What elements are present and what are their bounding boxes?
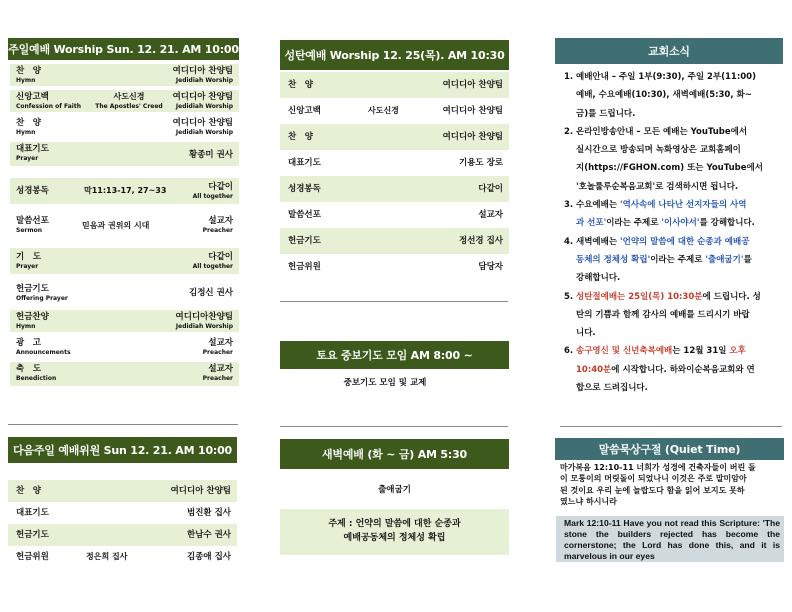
- next-sunday-list: [8, 480, 237, 572]
- order-row: 광 고 Announcements 설교자 Preacher: [16, 338, 233, 356]
- news-item: 3. 수요예배는 '역사속에 나타난 선지자들의 사역 과 선포'이라는 주제로 '이사야서'를 강해합니다.: [564, 200, 755, 229]
- dawn-theme-line: 주제 : 언약의 말씀에 대한 순종과: [328, 519, 461, 529]
- order-row: 헌금기도 정선경 집사: [280, 228, 509, 254]
- order-row: 대표기도 Prayer 황종미 권사: [10, 142, 239, 166]
- order-row: 성경봉독 막11:13-17, 27~33 다같이 All together: [10, 178, 239, 204]
- duty-row: 대표기도 범진환 집사: [16, 508, 231, 518]
- dawn-worship-header: [280, 439, 509, 469]
- order-row: 대표기도 기용도 장로: [288, 158, 503, 168]
- order-row: 성경봉독 다같이: [280, 176, 509, 202]
- quiet-time-korean: 마가복음 12:10-11 너희가 성경에 건축자들이 버린 돌 이 모퉁이의 머릿돌이 되었나니 이것은 주로 말미암아 된 것이요 우리 눈에 놀랍도다 함을 읽어 보지도 못하 였느냐 하시니라: [560, 463, 756, 506]
- church-news-header: [555, 38, 783, 64]
- order-row: 찬 양 Hymn 여디디아 찬양팀 Jedidiah Worship: [16, 118, 233, 136]
- order-row: 축 도 Benediction 설교자 Preacher: [10, 362, 239, 386]
- saturday-prayer-title: 토요 중보기도 모임 AM 8:00 ~: [316, 349, 473, 362]
- divider: [280, 301, 508, 302]
- order-row: 헌금위원 담당자: [288, 262, 503, 272]
- sunday-worship-header: [8, 38, 239, 60]
- order-row: 찬 양 여디디아 찬양팀: [280, 72, 509, 98]
- next-sunday-header: [8, 437, 237, 463]
- order-row: 말씀선포 설교자: [288, 210, 503, 220]
- news-item: 1. 예배안내 – 주일 1부(9:30), 주일 2부(11:00) 예배, 수요예배(10:30), 새벽예배(5:30, 화~ 금)를 드립니다.: [564, 72, 756, 119]
- news-item: 4. 새벽예배는 '언약의 말씀에 대한 순종과 예배공 동체의 정체성 확립'이라는 주제로 '출애굽기'를 강해합니다.: [564, 236, 752, 284]
- order-row: 신앙고백 사도신경 여디디아 찬양팀: [288, 106, 503, 116]
- christmas-header: [280, 40, 509, 70]
- quiet-time-english: Mark 12:10-11 Have you not read this Scripture: 'The stone the builders rejected has become the cornerstone; the Lord has done this, and it is marvelous in our eyes: [556, 516, 784, 562]
- sunday-worship-title: 주일예배 Worship Sun. 12. 21. AM 10:00: [8, 43, 239, 56]
- christmas-list: [280, 70, 509, 282]
- news-item: 6. 송구영신 및 신년축복예배는 12월 31일 오후 10:40분에 시작합니다. 하와이순복음교회와 연 합으로 드려집니다.: [564, 346, 755, 394]
- duty-row: 헌금기도 한남수 권사: [8, 524, 237, 546]
- church-news-list: [560, 68, 780, 397]
- dawn-worship-text: 출애굽기: [378, 485, 411, 495]
- order-row: 신앙고백 Confession of Faith 사도신경 The Apostles' Creed 여디디아 찬양팀 Jedidiah Worship: [10, 90, 239, 112]
- church-news-title: 교회소식: [648, 45, 690, 58]
- order-row: 찬 양 여디디아 찬양팀: [280, 124, 509, 150]
- order-row: 말씀선포 Sermon 믿음과 권위의 시대 설교자 Preacher: [16, 216, 233, 234]
- duty-row: 헌금위원 정은희 집사 김종애 집사: [16, 552, 231, 562]
- saturday-prayer-text: 중보기도 모임 및 교제: [343, 378, 427, 388]
- order-row: 헌금찬양 Hymn 여디디아찬양팀 Jedidiah Worship: [10, 310, 239, 332]
- saturday-prayer-header: [280, 341, 509, 369]
- order-row: 기 도 Prayer 다같이 All together: [10, 248, 239, 274]
- divider: [560, 426, 782, 427]
- news-item: 2. 온라인방송안내 – 모든 예배는 YouTube에서 실시간으로 방송되며 녹화영상은 교회홈페이 지(https://FGHON.com) 또는 YouTube에서 '호놀룰루순복음교회'로 검색하시면 됩니다.: [564, 126, 763, 192]
- divider: [280, 426, 508, 427]
- dawn-theme-box: [280, 509, 509, 555]
- quiet-time-header: [555, 438, 784, 460]
- duty-row: 찬 양 여디디아 찬양팀: [8, 480, 237, 502]
- christmas-title: 성탄예배 Worship 12. 25(목). AM 10:30: [284, 49, 505, 62]
- sunday-worship-list: [10, 62, 239, 388]
- order-row: 헌금기도 Offering Prayer 김정신 권사: [16, 284, 233, 302]
- dawn-worship-title: 새벽예배 (화 ~ 금) AM 5:30: [322, 448, 467, 461]
- next-sunday-title: 다음주일 예배위원 Sun 12. 21. AM 10:00: [12, 444, 233, 457]
- dawn-theme-line: 예배공동체의 정체성 확립: [343, 533, 446, 543]
- order-row: 찬 양 Hymn 여디디아 찬양팀 Jedidiah Worship: [10, 64, 239, 86]
- divider: [8, 424, 238, 425]
- quiet-time-title: 말씀묵상구절 (Quiet Time): [598, 443, 741, 456]
- news-item: 5. 성탄절예배는 25일(목) 10:30분에 드립니다. 성 탄의 기쁨과 함께 감사의 예배를 드리시기 바랍 니다.: [564, 291, 761, 339]
